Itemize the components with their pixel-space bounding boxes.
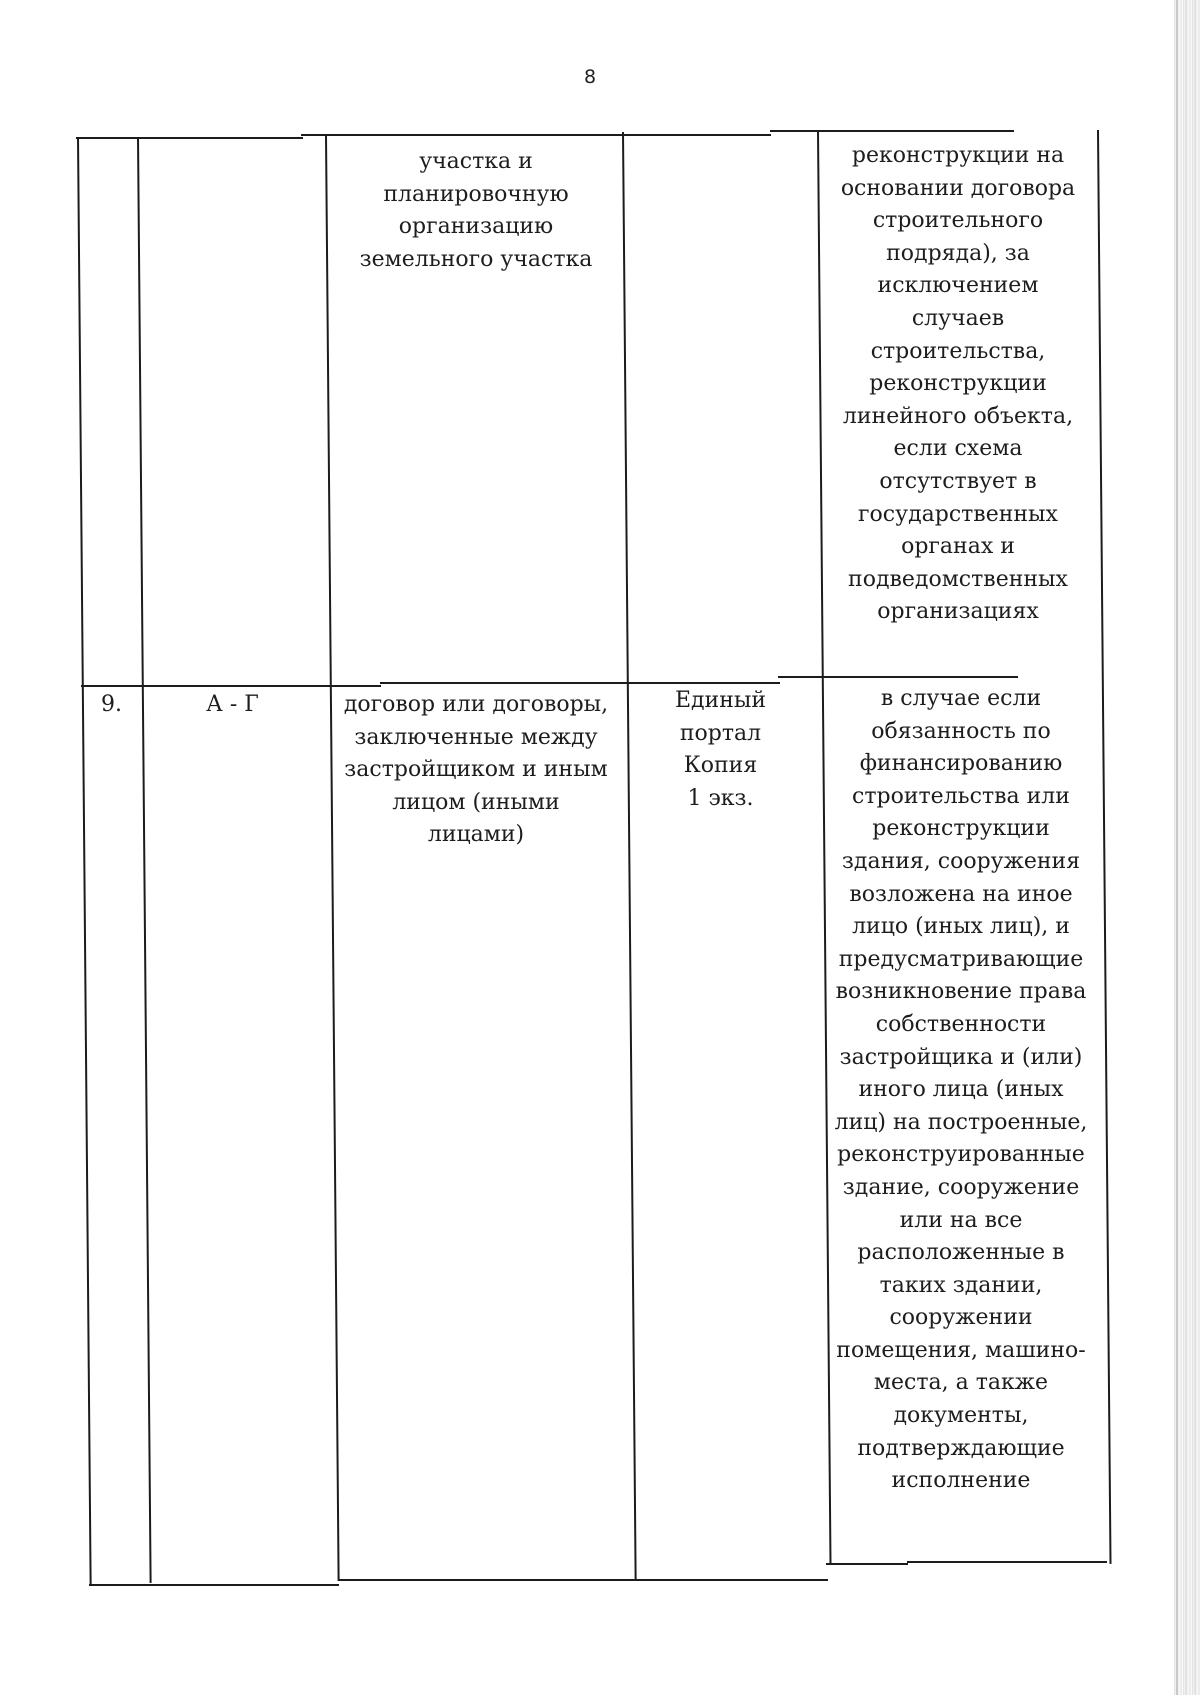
cell-line: реконструированные <box>837 1142 1085 1168</box>
column-border <box>325 135 340 1581</box>
cell-line: лицом (иными <box>392 789 560 815</box>
row-separator <box>778 676 1018 678</box>
cell-line: реконструкции <box>872 816 1050 842</box>
cell-line: возложена на иное <box>849 881 1073 907</box>
cell-line: иного лица (иных <box>858 1077 1064 1103</box>
table-top-border <box>76 137 303 139</box>
scan-edge-line <box>1176 0 1178 1695</box>
table-bottom-border <box>338 1579 828 1581</box>
cell-line: застройщика и (или) <box>839 1044 1083 1070</box>
table-bottom-border <box>826 1563 827 1564</box>
cell-line: собственности <box>875 1011 1047 1037</box>
cell-line: заключенные между <box>354 724 598 750</box>
cell-line: таких здании, <box>879 1272 1043 1298</box>
cell-line: здание, сооружение <box>842 1174 1080 1200</box>
cell-line: органах и <box>901 534 1015 560</box>
cell-line: портал <box>679 720 762 746</box>
cell-line: исключением <box>877 273 1039 299</box>
cell-line: обязанность по <box>871 718 1051 744</box>
cell-line: участка и <box>419 149 533 174</box>
page-number: 8 <box>583 66 597 88</box>
row1-document-cell <box>330 146 622 276</box>
cell-line: строительства, <box>870 338 1046 364</box>
cell-line: государственных <box>858 501 1058 527</box>
table-bottom-border <box>907 1561 1107 1563</box>
cell-line: если схема <box>893 436 1023 462</box>
cell-line: Копия <box>683 753 758 779</box>
cell-line: отсутствует в <box>879 468 1037 494</box>
cell-line: здания, сооружения <box>841 848 1081 874</box>
cell-line: Единый <box>674 688 767 713</box>
cell-line: лиц) на построенные, <box>834 1109 1088 1135</box>
cell-line: планировочную <box>383 181 569 207</box>
row9-document-cell <box>328 689 624 852</box>
cell-line: возникновение права <box>835 979 1087 1005</box>
row9-format-cell <box>624 685 817 815</box>
row-separator <box>81 685 381 687</box>
cell-line: организацию <box>398 214 554 240</box>
row-separator <box>380 682 780 684</box>
cell-line: документы, <box>893 1403 1029 1429</box>
cell-line: основании договора <box>840 175 1076 201</box>
row9-category <box>140 689 325 722</box>
cell-line: договор или договоры, <box>343 692 609 717</box>
table-top-border <box>770 130 1014 132</box>
row9-note-cell <box>821 683 1101 1498</box>
column-border <box>137 137 152 1583</box>
column-border <box>77 137 92 1585</box>
cell-line: в случае если <box>880 686 1042 711</box>
cell-line: линейного объекта, <box>842 403 1074 429</box>
column-border <box>622 132 637 1580</box>
cell-line: финансированию <box>859 751 1063 777</box>
cell-line: лицо (иных лиц), и <box>852 914 1070 940</box>
cell-line: места, а также <box>873 1370 1049 1396</box>
cell-line: лицами) <box>427 822 525 848</box>
table-bottom-border <box>89 1584 339 1586</box>
cell-line: реконструкции <box>869 371 1047 397</box>
row1-note-cell <box>818 140 1098 629</box>
cell-line: или на все <box>899 1207 1023 1233</box>
cell-line: помещения, машино- <box>836 1337 1086 1363</box>
cell-line: А - Г <box>206 692 259 717</box>
row9-number: 9. <box>101 692 122 717</box>
cell-line: предусматривающие <box>838 946 1084 972</box>
cell-line: сооружении <box>889 1305 1033 1331</box>
cell-line: случаев <box>911 305 1005 331</box>
cell-line: строительства или <box>852 783 1070 809</box>
cell-line: подтверждающие <box>857 1435 1065 1461</box>
cell-line: исполнение <box>891 1468 1031 1494</box>
cell-line: подведомственных <box>848 566 1068 592</box>
cell-line: организациях <box>877 599 1039 625</box>
cell-line: расположенные в <box>857 1240 1065 1266</box>
table-bottom-border <box>826 1563 908 1565</box>
cell-line: подряда), за <box>886 240 1030 266</box>
cell-line: реконструкции на <box>851 143 1065 168</box>
cell-line: строительного <box>872 208 1044 234</box>
table-top-border <box>301 134 771 136</box>
cell-line: 1 экз. <box>687 785 754 811</box>
cell-line: застройщиком и иным <box>344 757 608 783</box>
cell-line: земельного участка <box>359 246 593 272</box>
